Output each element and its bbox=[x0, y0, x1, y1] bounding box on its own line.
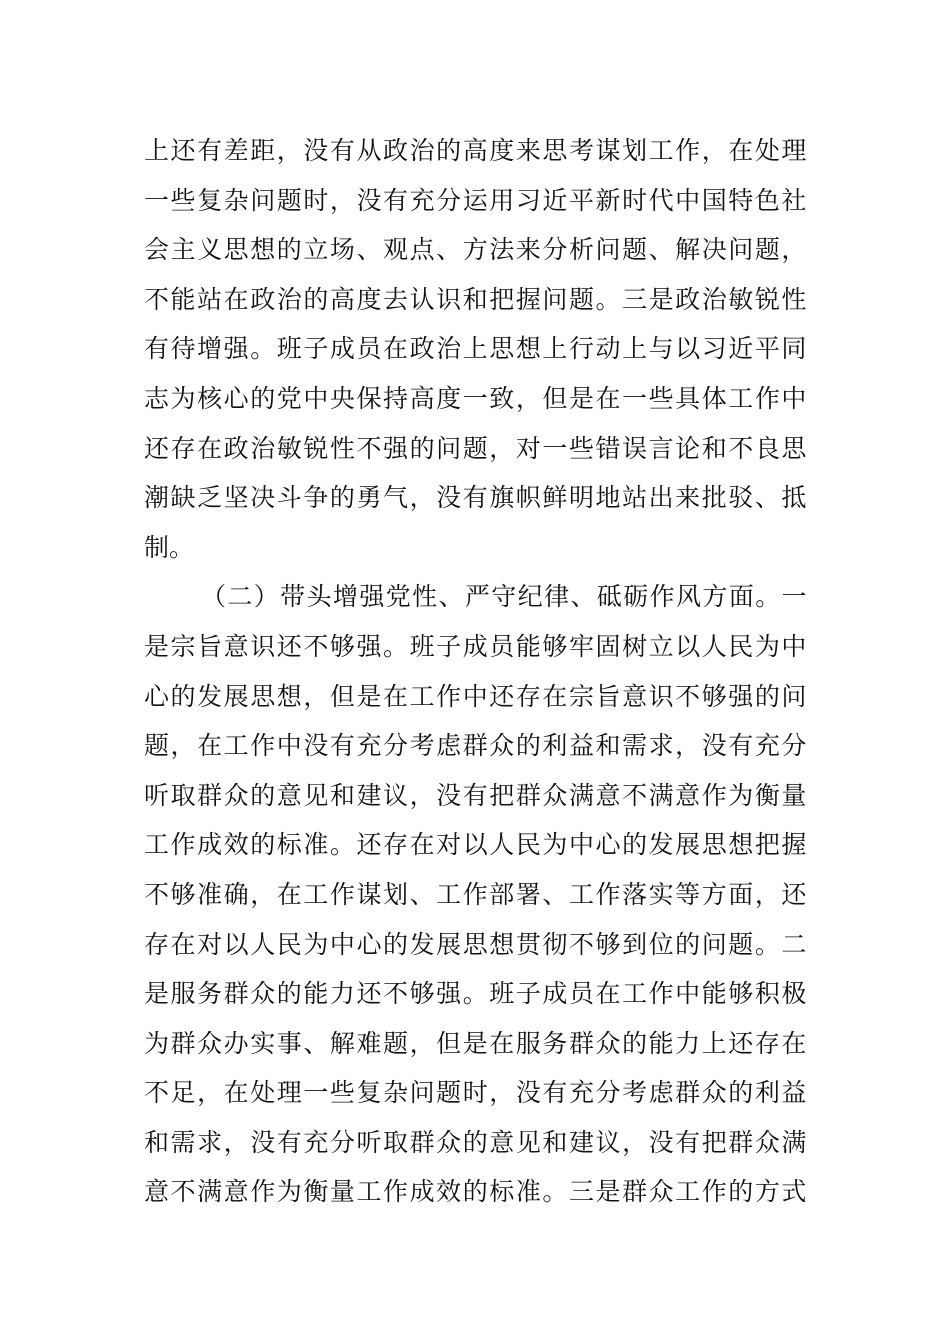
text-line-19: 为群众办实事、解难题，但是在服务群众的能力上还存在 bbox=[144, 1028, 808, 1058]
text-line-3: 会主义思想的立场、观点、方法来分析问题、解决问题， bbox=[144, 235, 808, 265]
text-line-20: 不足，在处理一些复杂问题时，没有充分考虑群众的利益 bbox=[144, 1078, 808, 1108]
text-line-16: 不够准确，在工作谋划、工作部署、工作落实等方面，还 bbox=[144, 879, 808, 909]
text-line-6: 志为核心的党中央保持高度一致，但是在一些具体工作中 bbox=[144, 383, 808, 413]
text-line-4: 不能站在政治的高度去认识和把握问题。三是政治敏锐性 bbox=[144, 284, 808, 314]
body-text bbox=[144, 126, 808, 1217]
text-line-2: 一些复杂问题时，没有充分运用习近平新时代中国特色社 bbox=[144, 185, 808, 215]
text-line-11: 是宗旨意识还不够强。班子成员能够牢固树立以人民为中 bbox=[144, 631, 808, 661]
text-line-17: 存在对以人民为中心的发展思想贯彻不够到位的问题。二 bbox=[144, 929, 808, 959]
text-line-9: 制。 bbox=[144, 532, 195, 562]
text-line-1: 上还有差距，没有从政治的高度来思考谋划工作，在处理 bbox=[144, 136, 808, 165]
text-line-12: 心的发展思想，但是在工作中还存在宗旨意识不够强的问 bbox=[144, 681, 808, 711]
text-line-15: 工作成效的标准。还存在对以人民为中心的发展思想把握 bbox=[144, 830, 808, 860]
text-line-18: 是服务群众的能力还不够强。班子成员在工作中能够积极 bbox=[144, 979, 808, 1009]
text-line-7: 还存在政治敏锐性不强的问题，对一些错误言论和不良思 bbox=[144, 433, 808, 463]
text-line-13: 题，在工作中没有充分考虑群众的利益和需求，没有充分 bbox=[144, 731, 808, 761]
text-line-21: 和需求，没有充分听取群众的意见和建议，没有把群众满 bbox=[144, 1127, 808, 1157]
text-line-5: 有待增强。班子成员在政治上思想上行动上与以习近平同 bbox=[144, 334, 808, 364]
text-line-8: 潮缺乏坚决斗争的勇气，没有旗帜鲜明地站出来批驳、抵 bbox=[144, 483, 808, 513]
text-line-14: 听取群众的意见和建议，没有把群众满意不满意作为衡量 bbox=[144, 780, 808, 810]
section-heading-line: （二）带头增强党性、严守纪律、砥砺作风方面。一 bbox=[201, 582, 808, 612]
text-line-22: 意不满意作为衡量工作成效的标准。三是群众工作的方式 bbox=[144, 1177, 808, 1207]
